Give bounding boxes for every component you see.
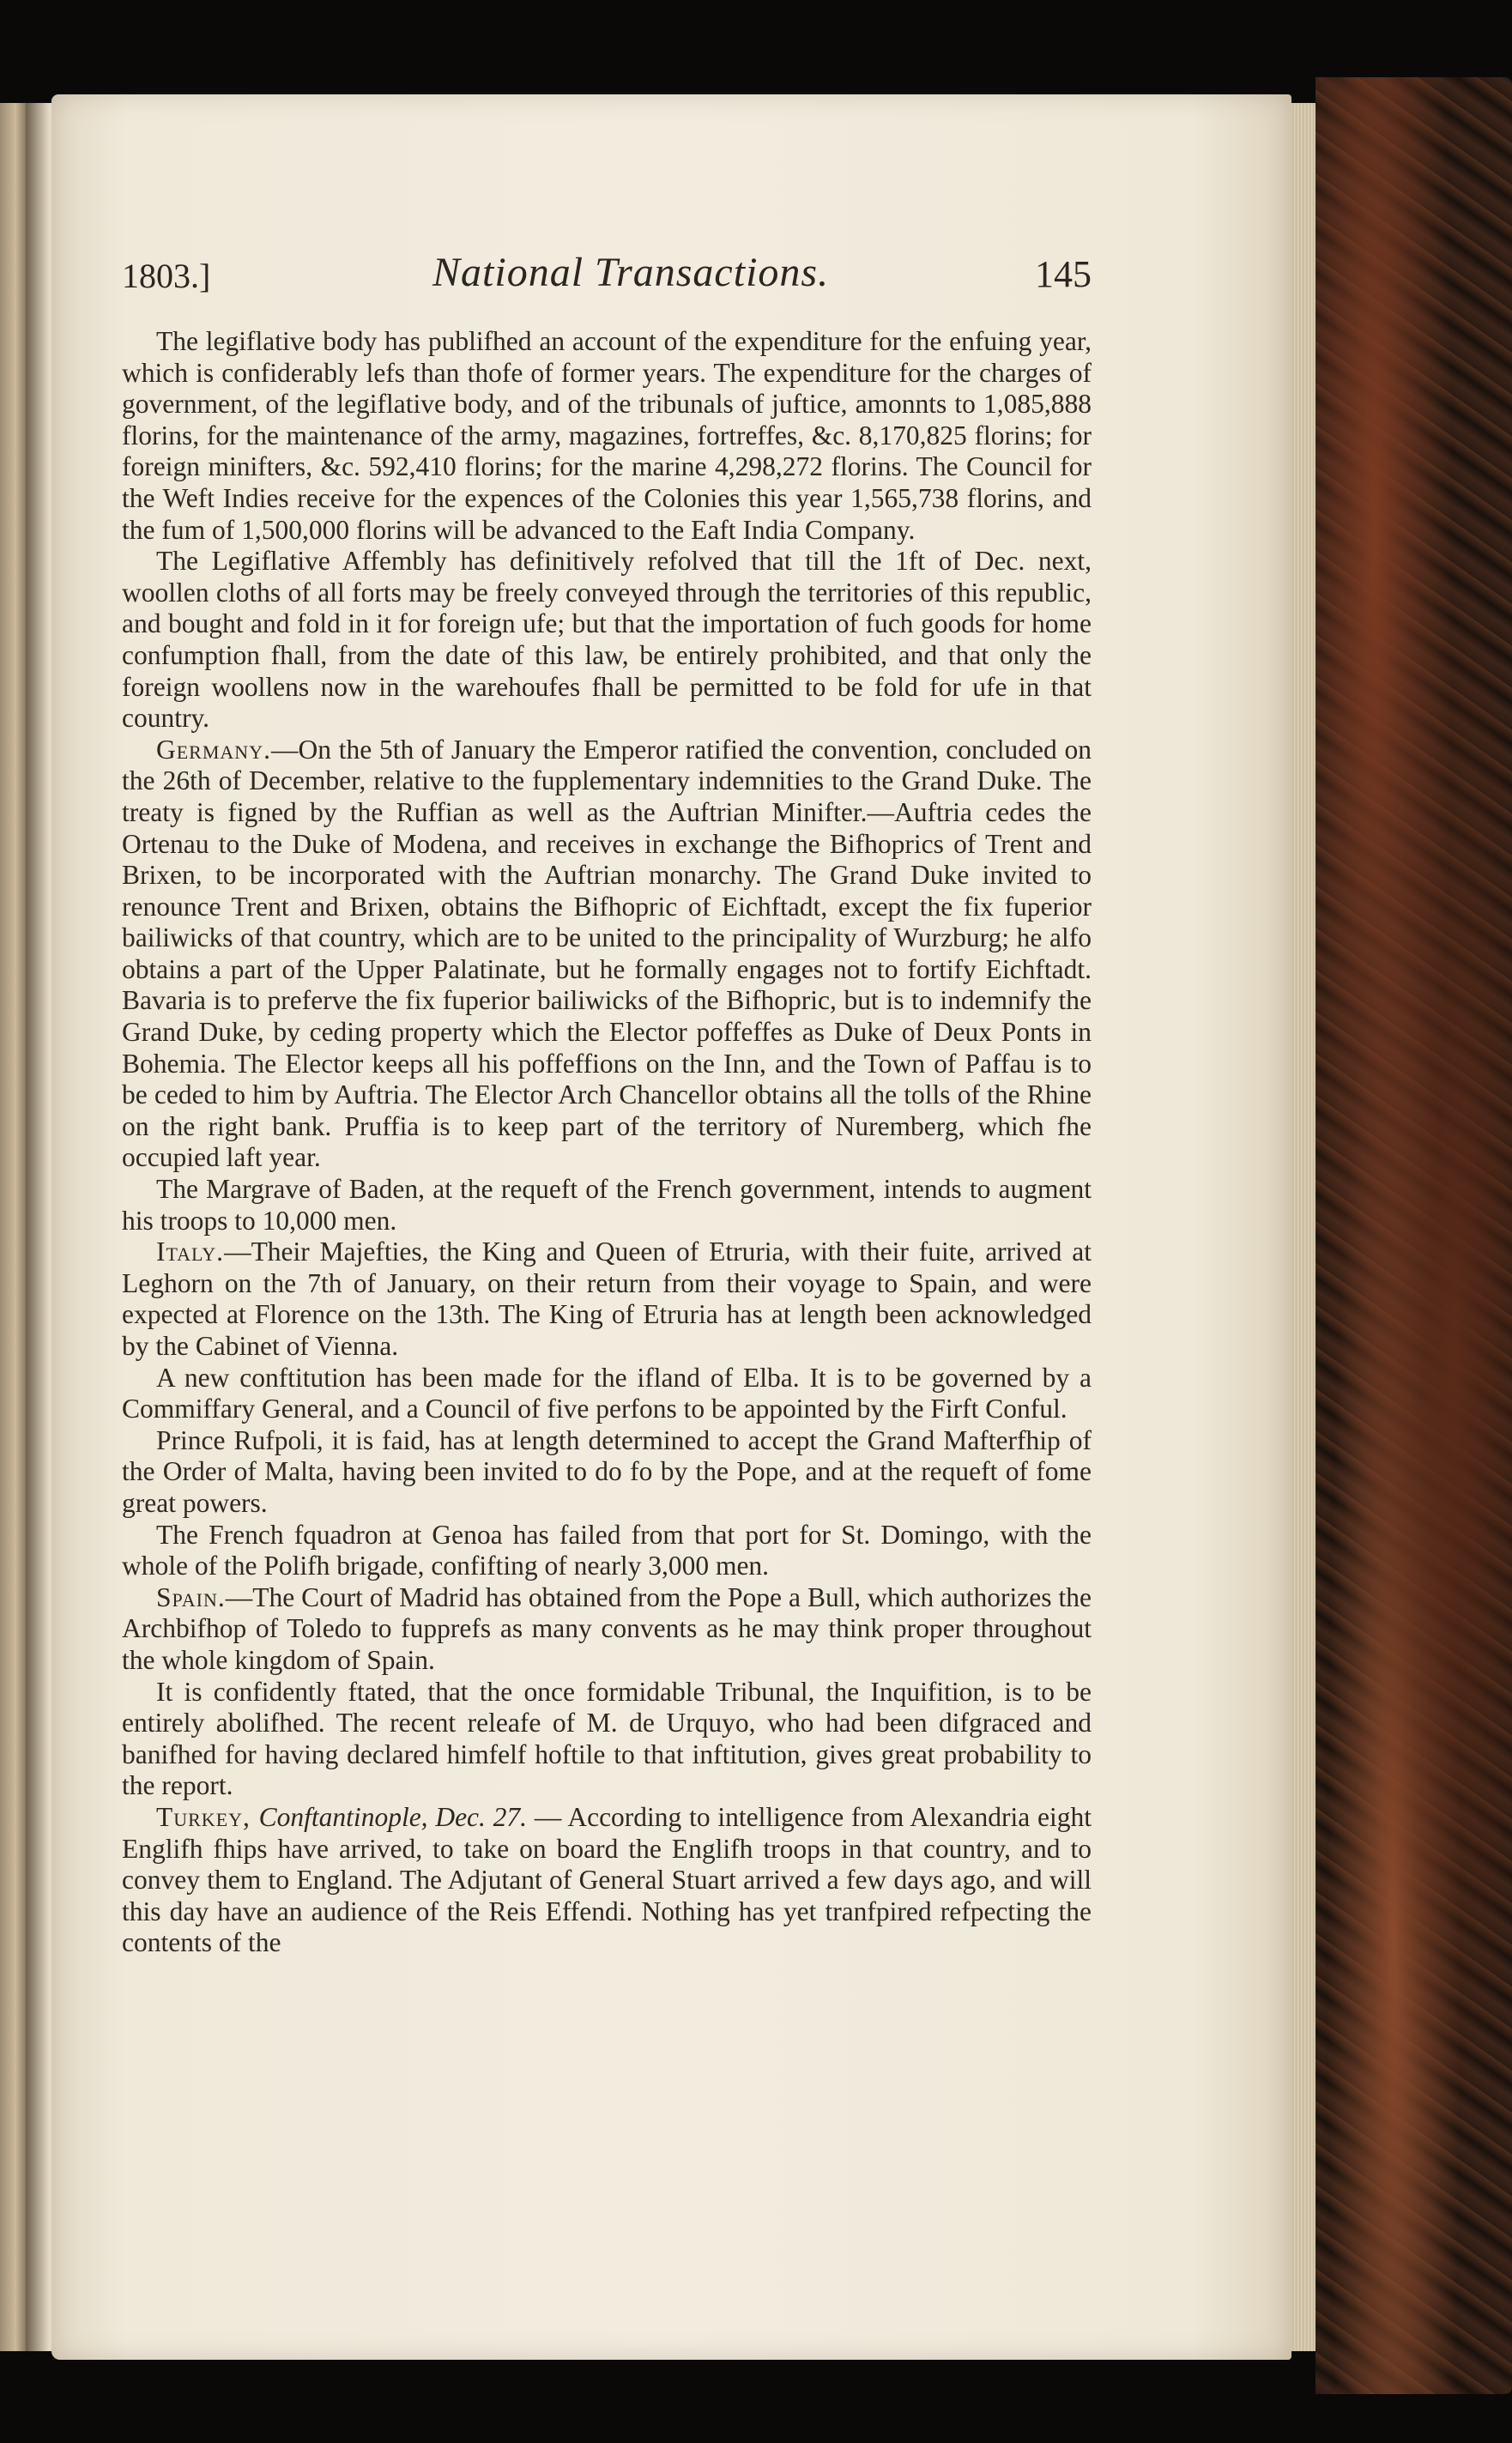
paragraph [122, 1425, 1092, 1520]
paragraph-text: The French fquadron at Genoa has failed from that port for St. Domingo, with the whole of the Polifh brigade, confifting of nearly 3,000 men. [122, 1519, 1092, 1581]
section-heading-italy: Italy. [156, 1237, 225, 1267]
dateline: Conftantinople, Dec. 27. [258, 1801, 528, 1832]
page-number: 145 [1035, 253, 1092, 295]
paragraph-text: —The Court of Madrid has obtained from the Pope a Bull, which authorizes the Archbifhop of Toledo to fupprefs as many convents as he may think proper throughout the whole kingdom of Spain. [122, 1581, 1092, 1675]
paragraph [122, 1677, 1092, 1802]
running-head-title: National Transactions. [432, 250, 830, 295]
running-head-year: 1803.] [122, 257, 211, 295]
paragraph [122, 1520, 1092, 1582]
paragraph [122, 1237, 1092, 1362]
paragraph-text: —On the 5th of January the Emperor ratified the convention, concluded on the 26th of December, relative to the fupplementary indemnities to the Grand Duke. The treaty is figned by the Ruffian as well as the Auftrian Minifter.—Auftria cedes the Ortenau to the Duke of Modena, and receives in exchange the Bifhoprics of Trent and Brixen, to be incorporated with the Auftrian monarchy. The Grand Duke invited to renounce Trent and Brixen, obtains the Bifhopric of Eichftadt, except the fix fuperior bailiwicks of that country, which are to be united to the principality of Wurzburg; he alfo obtains a part of the Upper Palatinate, but he formally engages not to fortify Eichftadt. Bavaria is to preferve the fix fuperior bailiwicks of the Bifhopric, but is to indemnify the Grand Duke, by ceding property which the Elector poffeffes as Duke of Deux Ponts in Bohemia. The Elector keeps all his poffeffions on the Inn, and the Town of Paffau is to be ceded to him by Auftria. The Elector Arch Chancellor obtains all the tolls of the Rhine on the right bank. Pruffia is to keep part of the territory of Nuremberg, which fhe occupied laft year. [122, 734, 1092, 1173]
paragraph [122, 1174, 1092, 1237]
paragraph-text: It is confidently ftated, that the once formidable Tribunal, the Inquifition, is to be entirely abolifhed. The recent releafe of M. de Urquyo, who had been difgraced and banifhed for having declared himfelf hoftile to that inftitution, gives great probability to the report. [122, 1676, 1092, 1801]
left-page-edge [0, 103, 26, 2351]
paragraph-text: The legiflative body has publifhed an account of the expenditure for the enfuing year, which is confiderably lefs than thofe of former years. The expenditure for the charges of government, of the legiflative body, and of the tribunals of juftice, amonnts to 1,085,888 florins, for the maintenance of the army, magazines, fortreffes, &c. 8,170,825 florins; for foreign minifters, &c. 592,410 florins; for the marine 4,298,272 florins. The Council for the Weft Indies receive for the expences of the Colonies this year 1,565,738 florins, and the fum of 1,500,000 florins will be advanced to the Eaft India Company. [122, 326, 1092, 545]
section-heading-spain: Spain. [156, 1581, 226, 1612]
paragraph-text: — According to intelligence from Alexandria eight Englifh fhips have arrived, to take on board the Englifh troops in that country, and to convey them to England. The Adjutant of General Stuart arrived a few days ago, and will this day have an audience of the Reis Effendi. Nothing has yet tranfpired refpecting the contents of the [122, 1801, 1092, 1958]
paragraph [122, 735, 1092, 1174]
paragraph [122, 1582, 1092, 1677]
section-heading-germany: Germany. [156, 734, 271, 765]
paragraph [122, 546, 1092, 735]
running-head [122, 249, 1092, 309]
paragraph [122, 1802, 1092, 1959]
paragraph-text: Prince Rufpoli, it is faid, has at length determined to accept the Grand Mafterfhip of the Order of Malta, having been invited to do fo by the Pope, and at the requeft of fome great powers. [122, 1424, 1092, 1518]
body-text [122, 326, 1092, 1959]
paragraph-text: The Margrave of Baden, at the requeft of the French government, intends to augment his troops to 10,000 men. [122, 1174, 1092, 1236]
paragraph-text: A new conftitution has been made for the ifland of Elba. It is to be governed by a Commiffary General, and a Council of five perfons to be appointed by the Firft Conful. [122, 1362, 1092, 1424]
paragraph [122, 326, 1092, 546]
page-edges [1291, 103, 1315, 2351]
paragraph [122, 1363, 1092, 1425]
paragraph-text: The Legiflative Affembly has definitively refolved that till the 1ft of Dec. next, woollen cloths of all forts may be freely conveyed through the territories of this republic, and bought and fold in it for foreign ufe; but that the importation of fuch goods for home confumption fhall, from the date of this law, be entirely prohibited, and that only the foreign woollens now in the warehoufes fhall be permitted to be fold for ufe in that country. [122, 546, 1092, 734]
marbled-cover [1315, 77, 1512, 2394]
paragraph-text: —Their Majefties, the King and Queen of Etruria, with their fuite, arrived at Leghorn on the 7th of January, on their return from their voyage to Spain, and were expected at Florence on the 13th. The King of Etruria has at length been acknowledged by the Cabinet of Vienna. [122, 1237, 1092, 1361]
section-heading-turkey: Turkey, [156, 1801, 259, 1832]
